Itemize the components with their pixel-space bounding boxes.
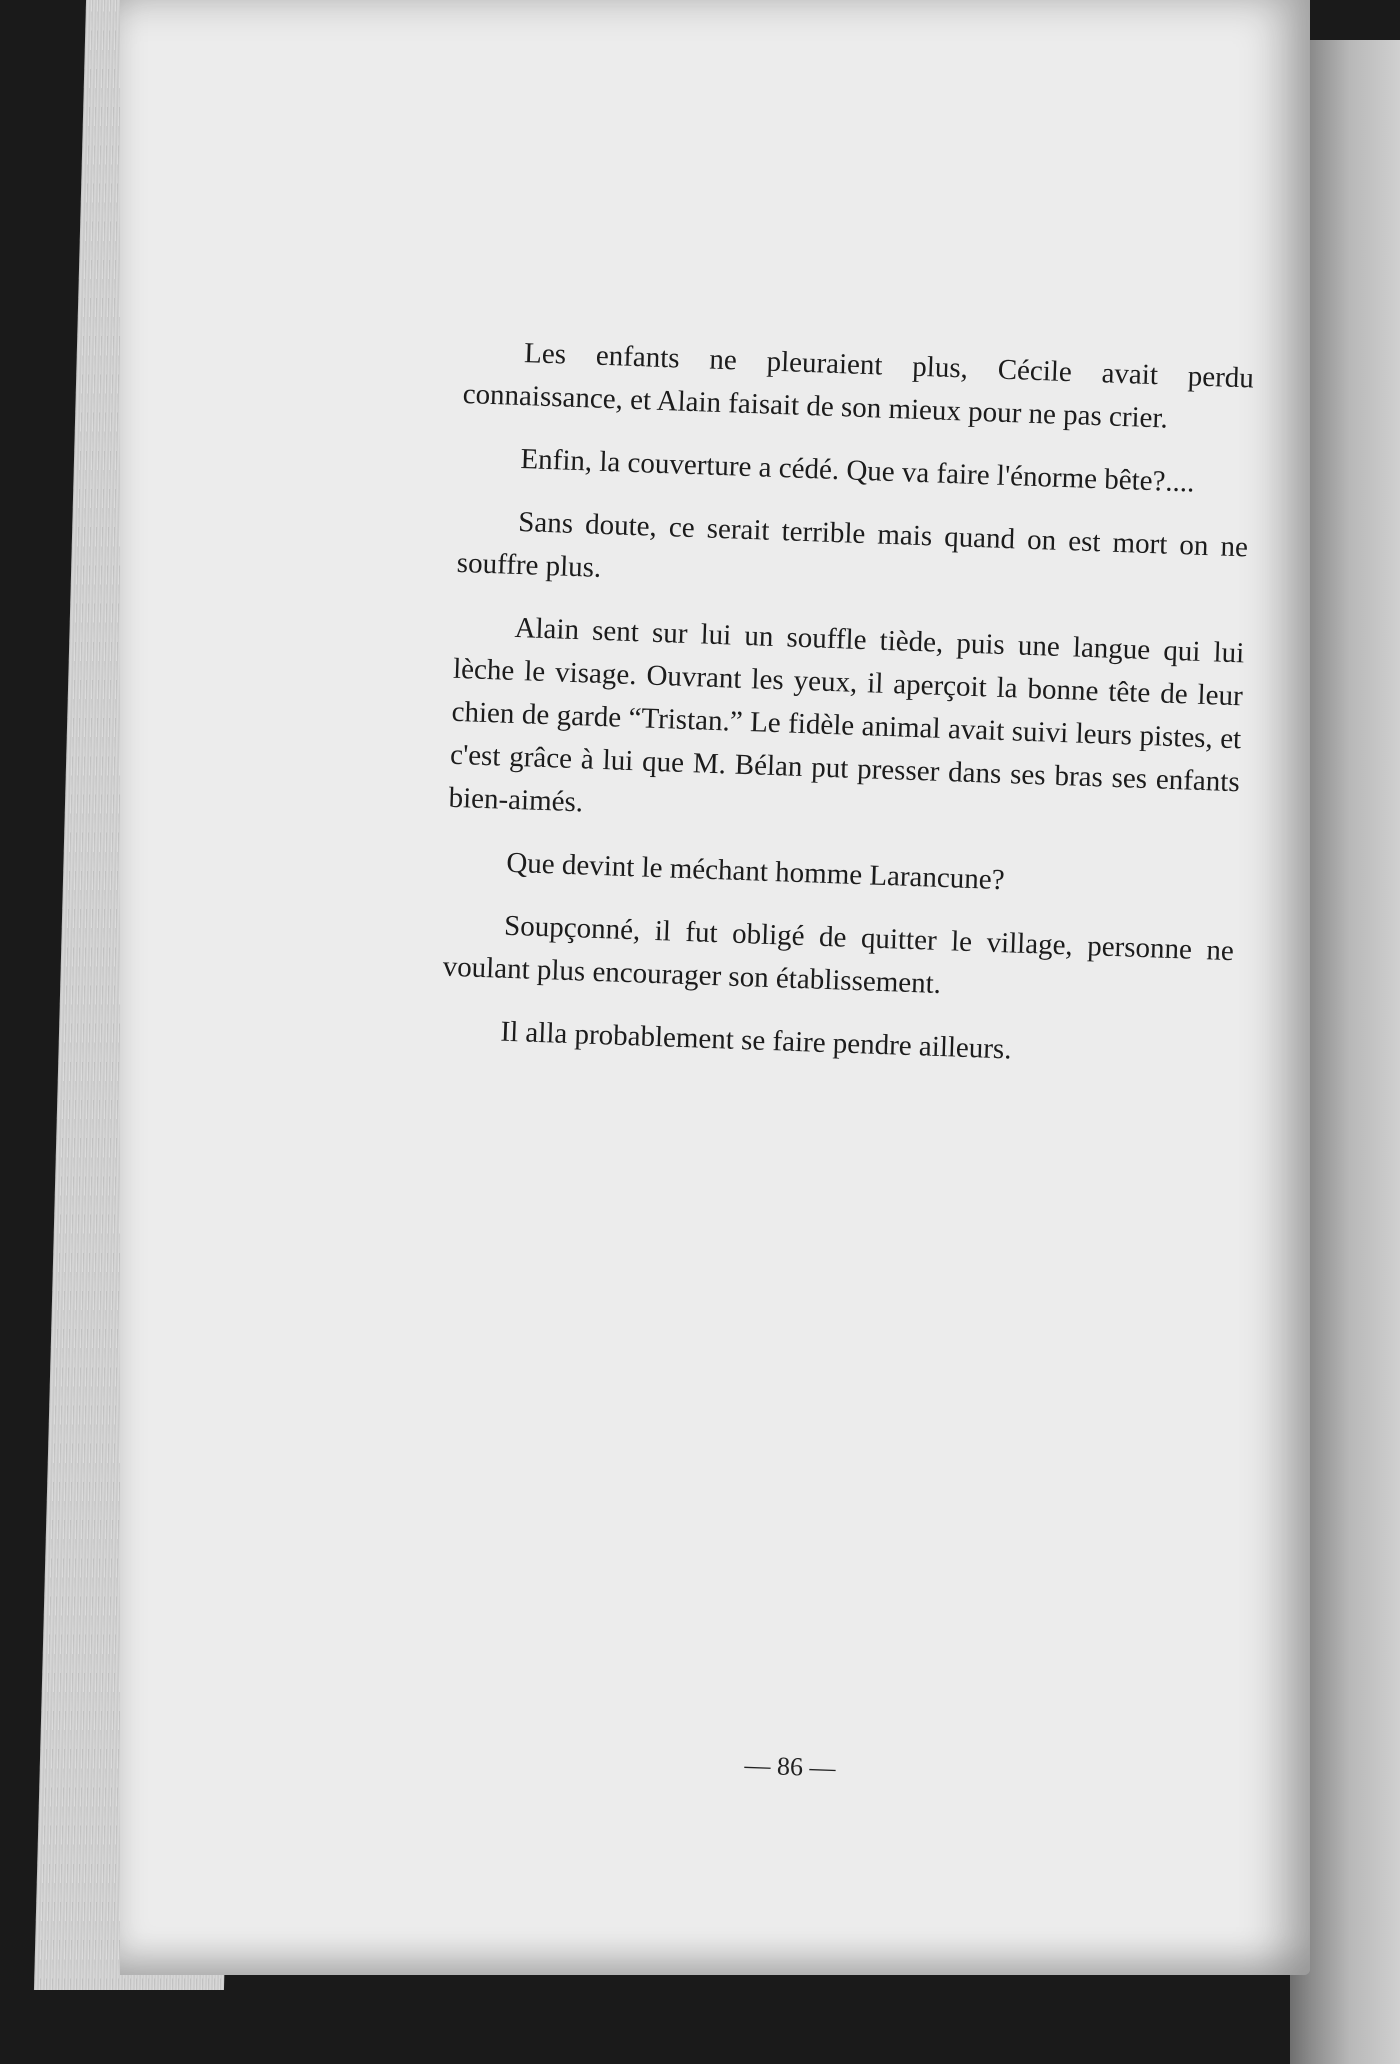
paragraph-4: Alain sent sur lui un souffle tiède, puis une langue qui lui lèche le visage. Ouvrant les yeux, il aperçoit la bonne tête de leur chien de garde “Tristan.” Le fidèle animal avait suivi leurs pistes, et c'est grâce à lui que M. Bélan put presser dans ses bras ses enfants bien-aimés. [448, 611, 1245, 819]
page-number: — 86 — [744, 1750, 836, 1783]
paragraph-1: Les enfants ne pleuraient plus, Cécile avait perdu connaissance, et Alain faisait de son mieux pour ne pas crier. [462, 337, 1255, 435]
paragraph-3: Sans doute, ce serait terrible mais quand on est mort on ne souffre plus. [456, 505, 1249, 584]
page-text [439, 330, 1254, 1099]
paragraph-7: Il alla probablement se faire pendre ailleurs. [499, 1015, 1013, 1066]
paragraph-5: Que devint le méchant homme Larancune? [505, 846, 1006, 897]
paragraph-6: Soupçonné, il fut obligé de quitter le village, personne ne voulant plus encourager son établissement. [442, 909, 1235, 1001]
paragraph-2: Enfin, la couverture a cédé. Que va faire l'énorme bête?.... [519, 443, 1195, 499]
